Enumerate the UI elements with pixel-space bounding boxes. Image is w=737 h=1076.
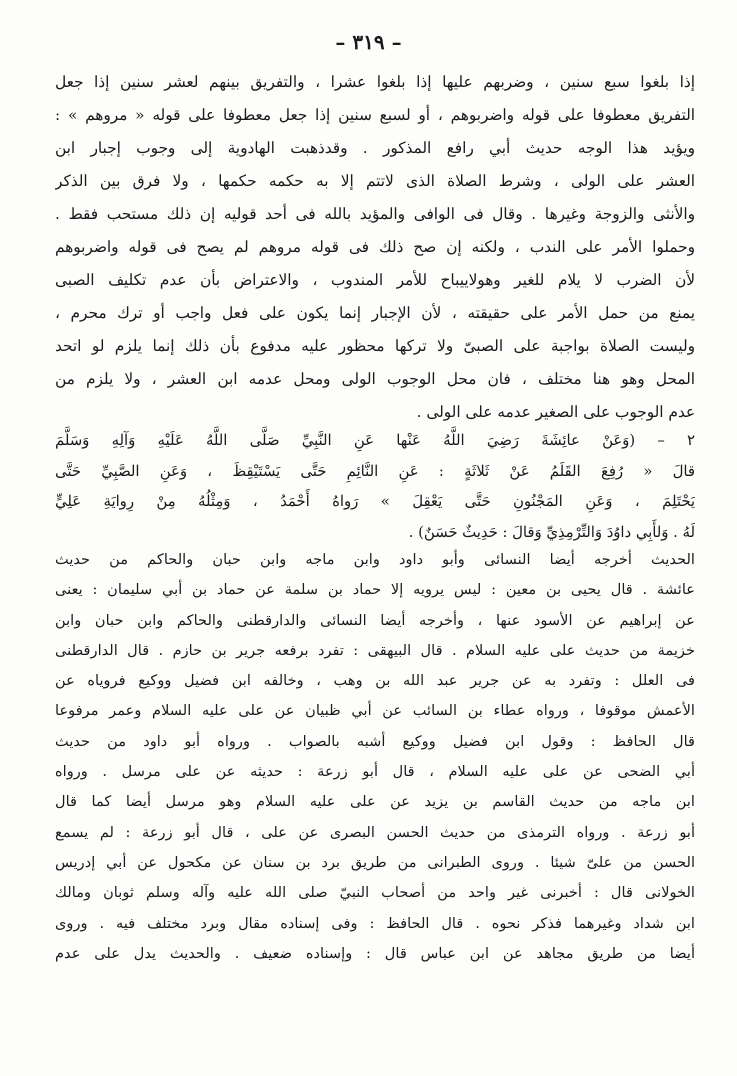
- text-line: الحسن من علىّ شيئا . وروى الطبرانى من طريق برد بن سنان عن مكحول عن أبي إدريس: [55, 853, 695, 871]
- text-line: ويؤيد هذا الوجه حديث أبي رافع المذكور . وقدذهبت الهادوية إلى وجوب إجبار ابن: [55, 139, 695, 157]
- hadith-line: ٢ – (وَعَنْ عائِشَةَ رَضِيَ اللَّهُ عَنْها عَنِ النَّبِيِّ صَلَّى اللَّهُ عَلَيْهِ وَآلِهِ وَسَلَّمَ: [55, 432, 695, 449]
- text-line: إذا بلغوا سبع سنين ، وضربهم عليها إذا بلغوا عشرا ، والتفريق بينهم لعشر سنين إذا جعل: [55, 73, 695, 91]
- text-line: ابن ماجه من حديث القاسم بن يزيد عن على عليه السلام وهو مرسل أيضا كما قال: [55, 793, 695, 811]
- text-line: المحل وهو هنا مختلف ، فان محل الوجوب الولى ومحل عدمه ابن العشر ، ولا يلزم من: [55, 370, 695, 388]
- text-line: الحديث أخرجه أيضا النسائى وأبو داود وابن ماجه وابن حبان والحاكم من حديث: [55, 551, 695, 568]
- text-line: فى العلل : وتفرد به عن جرير عبد الله بن وهب ، وخالفه ابن فضيل ووكيع فروياه عن: [55, 672, 695, 690]
- commentary-paragraph-1: [55, 66, 695, 429]
- hadith-text: [55, 426, 695, 548]
- text-line: عائشة . قال يحيى بن معين : ليس يرويه إلا حماد بن سلمة عن حماد بن أبي سليمان : يعنى: [55, 581, 695, 599]
- text-line: قال الحافظ : وقول ابن فضيل ووكيع أشبه بالصواب . ورواه أبو داود من حديث: [55, 732, 695, 750]
- text-line: وليست الصلاة بواجبة على الصبىّ ولا تركها محظور عليه مدفوع بأن ذلك إنما يلزم لو اتحد: [55, 337, 695, 355]
- text-line: والأنثى والزوجة وغيرها . وقال فى الوافى والمؤيد بالله فى أحد قوليه إن ذلك مستحب فقط .: [55, 205, 695, 223]
- text-line: وحملوا الأمر على الندب ، ولكنه إن صح ذلك فى قوله مروهم لم يصح فى قوله واضربوهم: [55, 238, 695, 256]
- text-line: عن إبراهيم عن الأسود عنها ، وأخرجه أيضا النسائى والدارقطنى والحاكم وابن حبان وابن: [55, 611, 695, 629]
- text-line: يمنع من حمل الأمر على حقيقته ، لأن الإجبار إنما يكون على فعل واجب أو ترك محرم ،: [55, 304, 695, 322]
- hadith-line: لَهُ . وَلأَبِي داوُدَ وَالتِّرْمِذِيِّ وَقالَ : حَدِيثٌ حَسَنٌ) .: [408, 523, 695, 541]
- text-line: أبو زرعة . ورواه الترمذى من حديث الحسن البصرى عن على ، قال أبو زرعة : لم يسمع: [55, 823, 695, 841]
- text-line: التفريق معطوفا على قوله واضربوهم ، أو لسبع سنين إذا جعل معطوفا على قوله « مروهم » :: [55, 106, 695, 124]
- text-line: خزيمة من حديث على عليه السلام . قال البيهقى : تفرد برفعه جرير بن حازم . قال الدارقطنى: [55, 641, 695, 659]
- text-line: ابن شداد وغيرهما فذكر نحوه . قال الحافظ : وفى إسناده مقال وبرد مختلف فيه . وروى: [55, 914, 695, 932]
- text-line: أيضا من طريق مجاهد عن ابن عباس قال : وإسناده ضعيف . والحديث يدل على عدم: [55, 944, 695, 962]
- hadith-line: قالَ « رُفِعَ القَلَمُ عَنْ ثَلاثَةٍ : عَنِ النَّائِمِ حَتَّى يَسْتَيْقِظَ ، وَعَنِ الصَّبِيِّ حَتَّى: [55, 462, 695, 480]
- text-line: أبي الضحى عن على عليه السلام ، قال أبو زرعة : حديثه عن على مرسل . ورواه: [55, 763, 695, 781]
- hadith-line: يَحْتَلِمَ ، وَعَنِ المَجْنُونِ حَتَّى يَعْقِلَ » رَواهُ أَحْمَدُ ، وَمِثْلُهُ مِنْ رِوايَةِ عَلِيٍّ: [55, 493, 695, 510]
- text-line: الخولانى قال : أخبرنى غير واحد من أصحاب النبيّ صلى الله عليه وآله وسلم ثوبان ومالك: [55, 884, 695, 902]
- text-line: العشر على الولى ، وشرط الصلاة الذى لاتتم إلا به حكمه حكمها ، ولا فرق بين الذكر: [55, 172, 695, 190]
- text-line: الأعمش موقوفا ، ورواه عطاء بن السائب عن أبي ظبيان عن على عليه السلام وعمر مرفوعا: [55, 702, 695, 720]
- commentary-paragraph-2: [55, 545, 695, 969]
- text-line: عدم الوجوب على الصغير عدمه على الولى .: [416, 403, 695, 421]
- text-line: لأن الضرب لا يلام للغير وهولاييباح للأمر المندوب ، والاعتراض بأن عدم تكليف الصبى: [55, 271, 695, 289]
- page-number: – ٣١٩ –: [335, 30, 402, 54]
